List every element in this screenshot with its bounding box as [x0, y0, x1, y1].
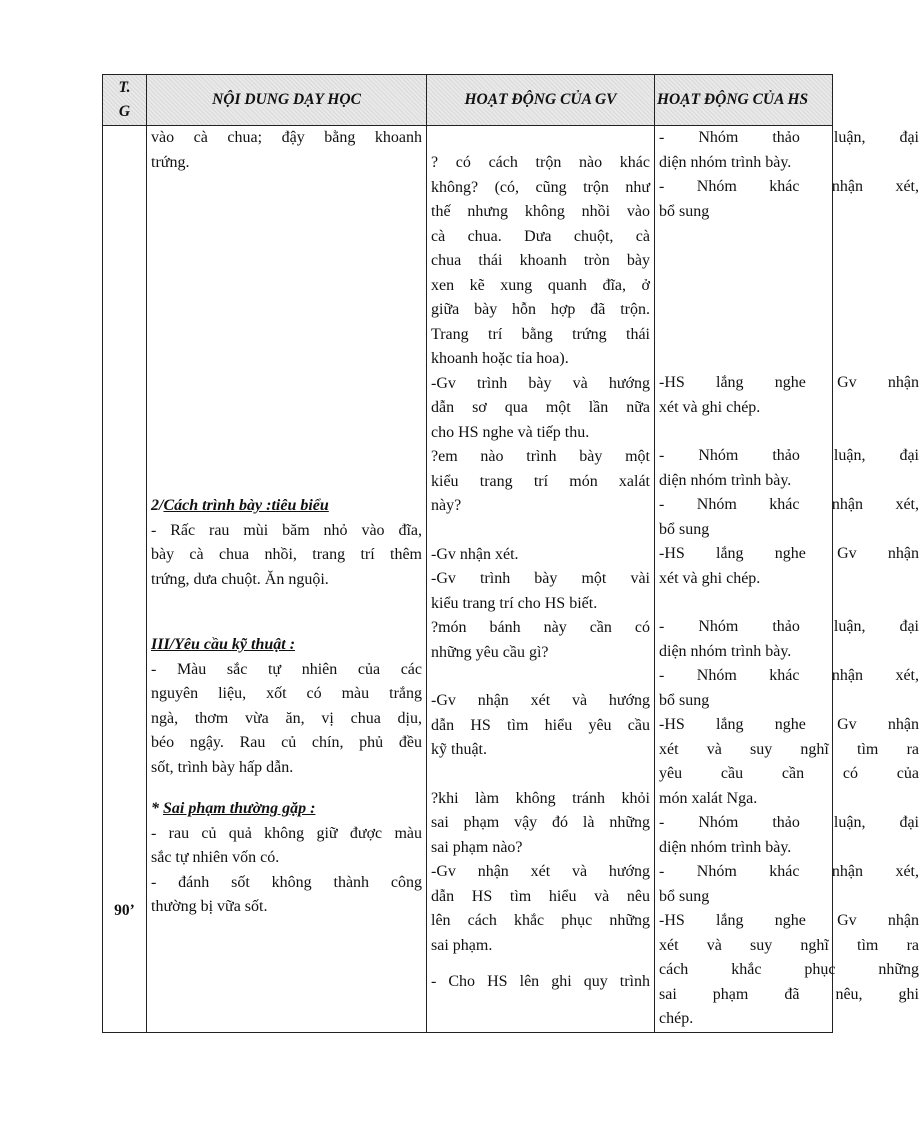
hs-line: xét và suy nghĩ tìm ra [659, 936, 919, 954]
content-line: - đánh sốt không thành công [151, 873, 422, 891]
content-line: sắc tự nhiên vốn có. [151, 849, 280, 866]
hs-line: diện nhóm trình bày. [659, 642, 792, 660]
gv-line: cà chua. Dưa chuột, cà [431, 227, 650, 245]
gv-line: sai phạm. [431, 936, 493, 954]
content-line: sốt, trình bày hấp dẫn. [151, 758, 294, 776]
gv-line: những yêu cầu gì? [431, 643, 549, 661]
gv-line: kiểu trang trí món xalát [431, 472, 650, 490]
section-heading-common-mistakes [151, 797, 422, 822]
gv-line: -Gv trình bày một vài [431, 570, 650, 587]
gv-line: dẫn sơ qua một lần nữa [431, 399, 650, 416]
hs-line: diện nhóm trình bày. [659, 471, 792, 489]
hs-line: sai phạm đã nêu, ghi [659, 985, 919, 1003]
section-title: Sai phạm thường gặp : [163, 800, 316, 817]
gv-line: kiểu trang trí cho HS biết. [431, 594, 598, 612]
content-line: nguyên liệu, xốt có màu trắng [151, 685, 422, 702]
header-student-activity: HOẠT ĐỘNG CỦA HS [655, 75, 833, 126]
hs-line: yêu cầu cần có của [659, 765, 919, 782]
hs-line: -HS lắng nghe Gv nhận [659, 716, 919, 733]
gv-line: -Gv trình bày và hướng [431, 374, 650, 392]
content-cell [147, 126, 427, 1033]
gv-line: này? [431, 497, 462, 514]
lesson-plan-table [102, 74, 919, 1033]
table-header-row [103, 75, 833, 126]
header-time-line1: T. [118, 79, 131, 96]
header-content: NỘI DUNG DẠY HỌC [147, 75, 427, 126]
hs-line: -HS lắng nghe Gv nhận [659, 545, 919, 562]
content-line: thường bị vữa sốt. [151, 898, 268, 915]
gv-line: chua thái khoanh tròn bày [431, 252, 650, 269]
content-line: - rau củ quả không giữ được màu [151, 824, 422, 842]
hs-line: - Nhóm thảo luận, đại [659, 447, 919, 464]
hs-line: diện nhóm trình bày. [659, 153, 792, 171]
gv-line: - Cho HS lên ghi quy trình [431, 973, 650, 990]
gv-line: -Gv nhận xét và hướng [431, 692, 650, 709]
gv-line: không? (có, cũng trộn như [431, 178, 650, 196]
content-line: bày cà chua nhồi, trang trí thêm [151, 546, 422, 563]
section-title: Cách trình bày :tiêu biểu [163, 497, 329, 514]
gv-line: sai phạm vậy đó là những [431, 814, 650, 831]
gv-line: kỹ thuật. [431, 741, 487, 758]
teacher-activity-cell [427, 126, 655, 1033]
content-line: trứng, dưa chuột. Ăn nguội. [151, 570, 329, 588]
gv-line: giữa bày hỗn hợp đã trộn. [431, 301, 650, 318]
hs-line: bổ sung [659, 520, 710, 538]
header-teacher-activity: HOẠT ĐỘNG CỦA GV [427, 75, 655, 126]
gv-line: ?em nào trình bày một [431, 448, 650, 465]
gv-line: ?món bánh này cần có [431, 619, 650, 636]
header-time [103, 75, 147, 126]
gv-line: -Gv nhận xét. [431, 545, 519, 563]
section-heading-presentation [151, 494, 422, 519]
hs-line: xét và ghi chép. [659, 569, 761, 587]
hs-line: - Nhóm thảo luận, đại [659, 129, 919, 146]
gv-line: dẫn HS tìm hiểu yêu cầu [431, 716, 650, 734]
hs-line: -HS lắng nghe Gv nhận [659, 912, 919, 929]
gv-line: dẫn HS tìm hiểu và nêu [431, 887, 650, 905]
section-heading-technical-requirements [151, 633, 422, 658]
content-line: - Rấc rau mùi băm nhỏ vào đĩa, [151, 521, 422, 539]
time-value: 90’ [114, 902, 135, 919]
gv-line: cho HS nghe và tiếp thu. [431, 423, 590, 441]
hs-line: - Nhóm khác nhận xét, [659, 667, 919, 684]
hs-line: xét và ghi chép. [659, 398, 761, 416]
gv-line: thế nhưng không nhồi vào [431, 203, 650, 220]
content-line: vào cà chua; đậy bằng khoanh [151, 129, 422, 146]
gv-line: -Gv nhận xét và hướng [431, 863, 650, 880]
hs-line: - Nhóm khác nhận xét, [659, 496, 919, 513]
table-body-row [103, 126, 833, 1033]
hs-line: cách khắc phục những [659, 961, 919, 978]
gv-line: lên cách khắc phục những [431, 912, 650, 929]
time-cell [103, 126, 147, 1033]
hs-line: món xalát Nga. [659, 789, 758, 807]
hs-line: - Nhóm thảo luận, đại [659, 814, 919, 831]
gv-line: xen kẽ xung quanh đĩa, ở [431, 276, 650, 294]
content-line: trứng. [151, 153, 190, 171]
hs-line: bổ sung [659, 887, 710, 905]
gv-line: khoanh hoặc tỉa hoa). [431, 350, 569, 367]
hs-line: - Nhóm thảo luận, đại [659, 618, 919, 635]
gv-line: sai phạm nào? [431, 838, 523, 856]
content-line: - Màu sắc tự nhiên của các [151, 660, 422, 678]
hs-line: diện nhóm trình bày. [659, 838, 792, 856]
content-line: béo ngậy. Rau củ chín, phủ đều [151, 734, 422, 751]
hs-line: -HS lắng nghe Gv nhận [659, 374, 919, 391]
section-number: 2/ [151, 497, 164, 514]
hs-line: - Nhóm khác nhận xét, [659, 178, 919, 195]
hs-line: - Nhóm khác nhận xét, [659, 863, 919, 880]
gv-line: Trang trí bằng trứng thái [431, 325, 650, 343]
hs-line: chép. [659, 1010, 694, 1027]
section-title: III/Yêu cầu kỹ thuật : [151, 636, 296, 653]
gv-line: ? có cách trộn nào khác [431, 154, 650, 171]
hs-line: xét và suy nghĩ tìm ra [659, 740, 919, 758]
hs-line: bổ sung [659, 202, 710, 220]
section-bullet: * [151, 800, 163, 817]
gv-line: ?khi làm không tránh khỏi [431, 789, 650, 807]
header-time-line2: G [118, 103, 131, 120]
student-activity-cell [655, 126, 919, 1033]
content-line: ngà, thơm vừa ăn, vị chua dịu, [151, 709, 422, 727]
hs-line: bổ sung [659, 691, 710, 709]
